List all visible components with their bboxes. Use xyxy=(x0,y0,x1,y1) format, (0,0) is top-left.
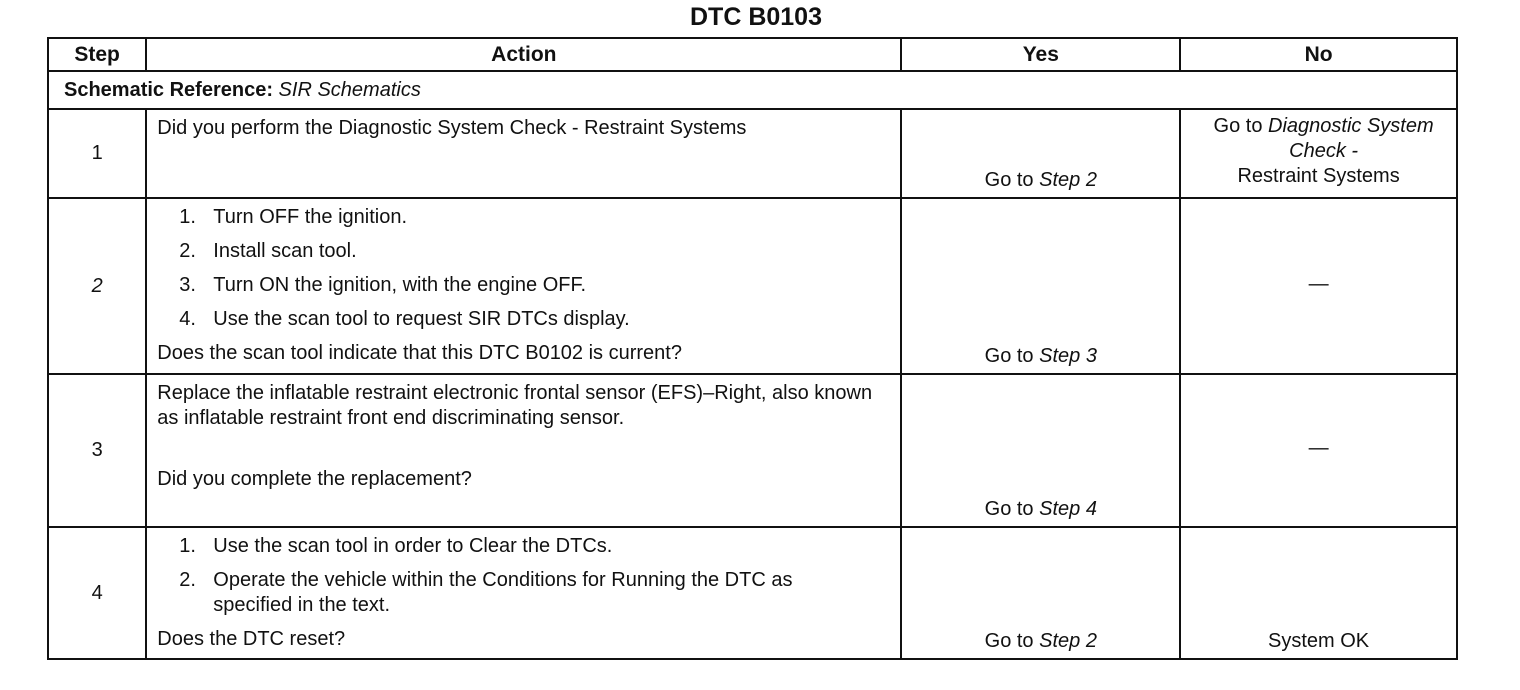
action-question: Did you perform the Diagnostic System Check - Restraint Systems xyxy=(157,117,747,139)
page-title: DTC B0103 xyxy=(690,3,822,31)
list-item: 1. Turn OFF the ignition. xyxy=(179,206,408,228)
action-cell xyxy=(146,527,901,659)
yes-cell xyxy=(901,527,1180,659)
yes-link[interactable]: Step 2 xyxy=(1039,169,1097,191)
list-item: 2. Operate the vehicle within the Conditions for Running the DTC as specified in the text. xyxy=(179,569,793,616)
diagnostic-table xyxy=(47,37,1458,660)
action-list xyxy=(157,534,892,618)
table-row xyxy=(48,109,1457,198)
header-step: Step xyxy=(48,38,146,71)
yes-cell xyxy=(901,198,1180,374)
schematic-label: Schematic Reference: xyxy=(64,78,273,101)
action-cell xyxy=(146,198,901,374)
action-question: Does the DTC reset? xyxy=(157,628,346,650)
table-row xyxy=(48,374,1457,527)
list-item: 2. Install scan tool. xyxy=(179,240,357,262)
yes-link[interactable]: Step 4 xyxy=(1039,498,1097,520)
no-cell: System OK xyxy=(1180,527,1457,659)
yes-link[interactable]: Step 2 xyxy=(1039,630,1097,652)
header-action: Action xyxy=(146,38,901,71)
no-link[interactable]: Diagnostic System Check - xyxy=(1268,115,1434,162)
action-cell xyxy=(146,109,901,198)
schematic-link[interactable]: SIR Schematics xyxy=(278,78,421,101)
no-cell xyxy=(1180,109,1457,198)
no-prefix: Go to xyxy=(1213,115,1263,137)
no-suffix: Restraint Systems xyxy=(1237,165,1400,187)
yes-prefix: Go to xyxy=(984,498,1034,520)
no-cell: — xyxy=(1180,198,1457,374)
step-number: 2 xyxy=(48,198,146,374)
step-number: 1 xyxy=(48,109,146,198)
action-question: Does the scan tool indicate that this DTC B0102 is current? xyxy=(157,342,682,364)
table-row xyxy=(48,198,1457,374)
yes-prefix: Go to xyxy=(984,169,1034,191)
table-row xyxy=(48,527,1457,659)
yes-prefix: Go to xyxy=(984,345,1034,367)
header-row xyxy=(48,38,1457,71)
header-no: No xyxy=(1180,38,1457,71)
list-item: 4. Use the scan tool to request SIR DTCs display. xyxy=(179,308,630,330)
step-number: 4 xyxy=(48,527,146,659)
list-item: 1. Use the scan tool in order to Clear the DTCs. xyxy=(179,535,613,557)
schematic-reference xyxy=(48,71,1457,109)
yes-prefix: Go to xyxy=(984,630,1034,652)
action-text: Replace the inflatable restraint electronic frontal sensor (EFS)–Right, also known as inflatable restraint front end discriminating sensor. xyxy=(157,382,873,429)
schematic-reference-row xyxy=(48,71,1457,109)
list-item: 3. Turn ON the ignition, with the engine OFF. xyxy=(179,274,587,296)
step-number: 3 xyxy=(48,374,146,527)
action-question: Did you complete the replacement? xyxy=(157,468,472,490)
yes-cell xyxy=(901,109,1180,198)
action-cell xyxy=(146,374,901,527)
yes-cell xyxy=(901,374,1180,527)
header-yes: Yes xyxy=(901,38,1180,71)
yes-link[interactable]: Step 3 xyxy=(1039,345,1097,367)
no-cell: — xyxy=(1180,374,1457,527)
action-list xyxy=(157,205,892,332)
